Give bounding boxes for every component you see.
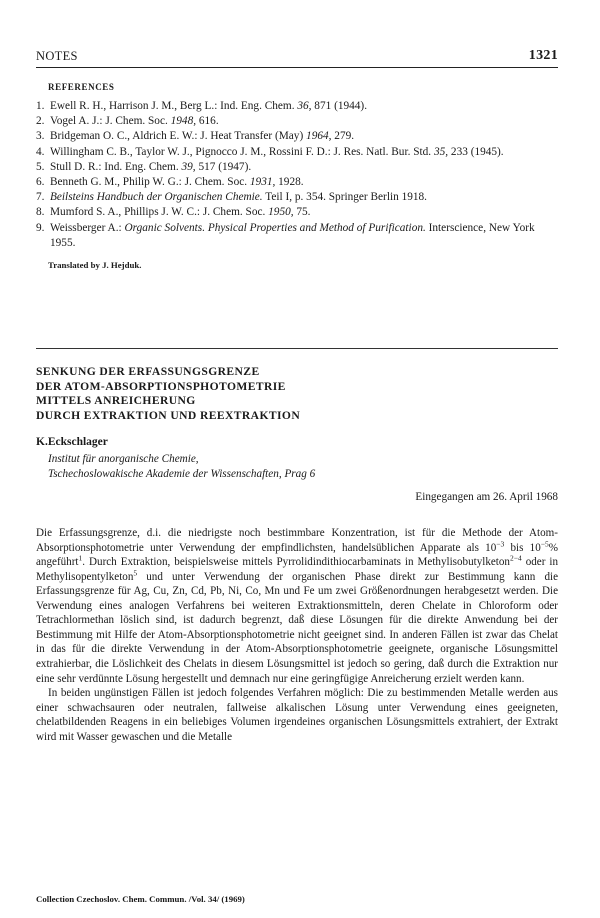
reference-item: 3. Bridgeman O. C., Aldrich E. W.: J. Heat Transfer (May) 1964, 279. [36,130,355,143]
journal-page [36,48,558,744]
reference-item: 6. Benneth G. M., Philip W. G.: J. Chem. Soc. 1931, 1928. [36,176,304,189]
references-heading: REFERENCES [48,82,115,92]
author-affiliation: Institut für anorganische Chemie, Tschechoslowakische Akademie der Wissenschaften, Prag 6 [48,453,316,481]
reference-item: 5. Stull D. R.: Ind. Eng. Chem. 39, 517 (1947). [36,160,252,173]
reference-item: 4. Willingham C. B., Taylor W. J., Pignocco J. M., Rossini F. D.: J. Res. Natl. Bur. Std. 35, 233 (1945). [36,145,504,158]
received-date: Eingegangen am 26. April 1968 [415,491,558,504]
reference-item: 7. Beilsteins Handbuch der Organischen Chemie. Teil I, p. 354. Springer Berlin 1918. [36,191,427,204]
running-head [36,48,558,68]
section-label: NOTES [36,49,78,63]
author-name: K.Eckschlager [36,436,108,449]
reference-list [36,99,558,251]
page-number: 1321 [528,48,558,63]
reference-item: 9. Weissberger A.: Organic Solvents. Physical Properties and Method of Purification. Interscience, New York 1955. [36,221,535,249]
journal-footer: Collection Czechoslov. Chem. Commun. /Vol. 34/ (1969) [36,894,245,904]
reference-item: 1. Ewell R. H., Harrison J. M., Berg L.: Ind. Eng. Chem. 36, 871 (1944). [36,100,368,112]
translator-credit: Translated by J. Hejduk. [48,260,142,271]
reference-item: 8. Mumford S. A., Phillips J. W. C.: J. Chem. Soc. 1950, 75. [36,206,311,219]
article-title: SENKUNG DER ERFASSUNGSGRENZE DER ATOM-ABSORPTIONSPHOTOMETRIE MITTELS ANREICHERUNG DURCH EXTRAKTION UND REEXTRAKTION [36,365,301,422]
body-paragraph: In beiden ungünstigen Fällen ist jedoch folgendes Verfahren möglich: Die zu bestimmenden Metalle werden aus einer schwachsauren oder neutralen, fallweise alkalischen Lösung unter Verwendung eines geeigneten, chelatbildenden Reagens in ein beliebiges Volumen irgendeines organischen Lösungsmittels extrahiert, der Extrakt wird mit Wasser gewaschen und die Metalle [36,687,558,743]
article-body [36,526,558,744]
body-paragraph: Die Erfassungsgrenze, d.i. die niedrigste noch bestimmbare Konzentration, ist für die Methode der Atom-Absorptionsphotometrie unter Verwendung der empfindlichsten, handelsüblichen Apparate als $10^{-3}$ bis $10^{-5}\%$ angeführt$^1$. Durch Extraktion, beispielsweise mittels Pyrrolidindithiocarbaminats in Methylisobutylketon$^{2-4}$ oder in Methylisopentylketon$^5$ und unter Verwendung der organischen Phase direkt zur Bestimmung kann die Erfassungsgrenze für Ag, Cu, Zn, Cd, Pb, Ni, Co, Mn und Fe um zwei Größenordnungen herabgesetzt werden. Die Verwendung eines analogen Verfahrens bei weiteren Extraktionsmitteln, deren Chelate in Chloroform oder Tetrachlormethan löslich sind, ist dadurch begrenzt, daß diese Lösungen für die direkte Anwendung bei der Bestimmung mit Hilfe der Atom-Absorptionsphotometrie nicht geeignet sind. In anderen Fällen ist zwar das Chelat in das für die direkte Verwendung in der Atom-Absorptionsphotometrie geeignete, organische Lösungsmittel extrahierbar, die Löslichkeit des Chelats in diesem Lösungsmittel ist jedoch so gering, daß durch die Extraktion nur eine sehr verdünnte Lösung hergestellt und demnach nur eine geringfügige Anreicherung erzielt werden kann. [36,527,558,685]
section-divider [36,348,558,349]
reference-item: 2. Vogel A. J.: J. Chem. Soc. 1948, 616. [36,115,219,128]
